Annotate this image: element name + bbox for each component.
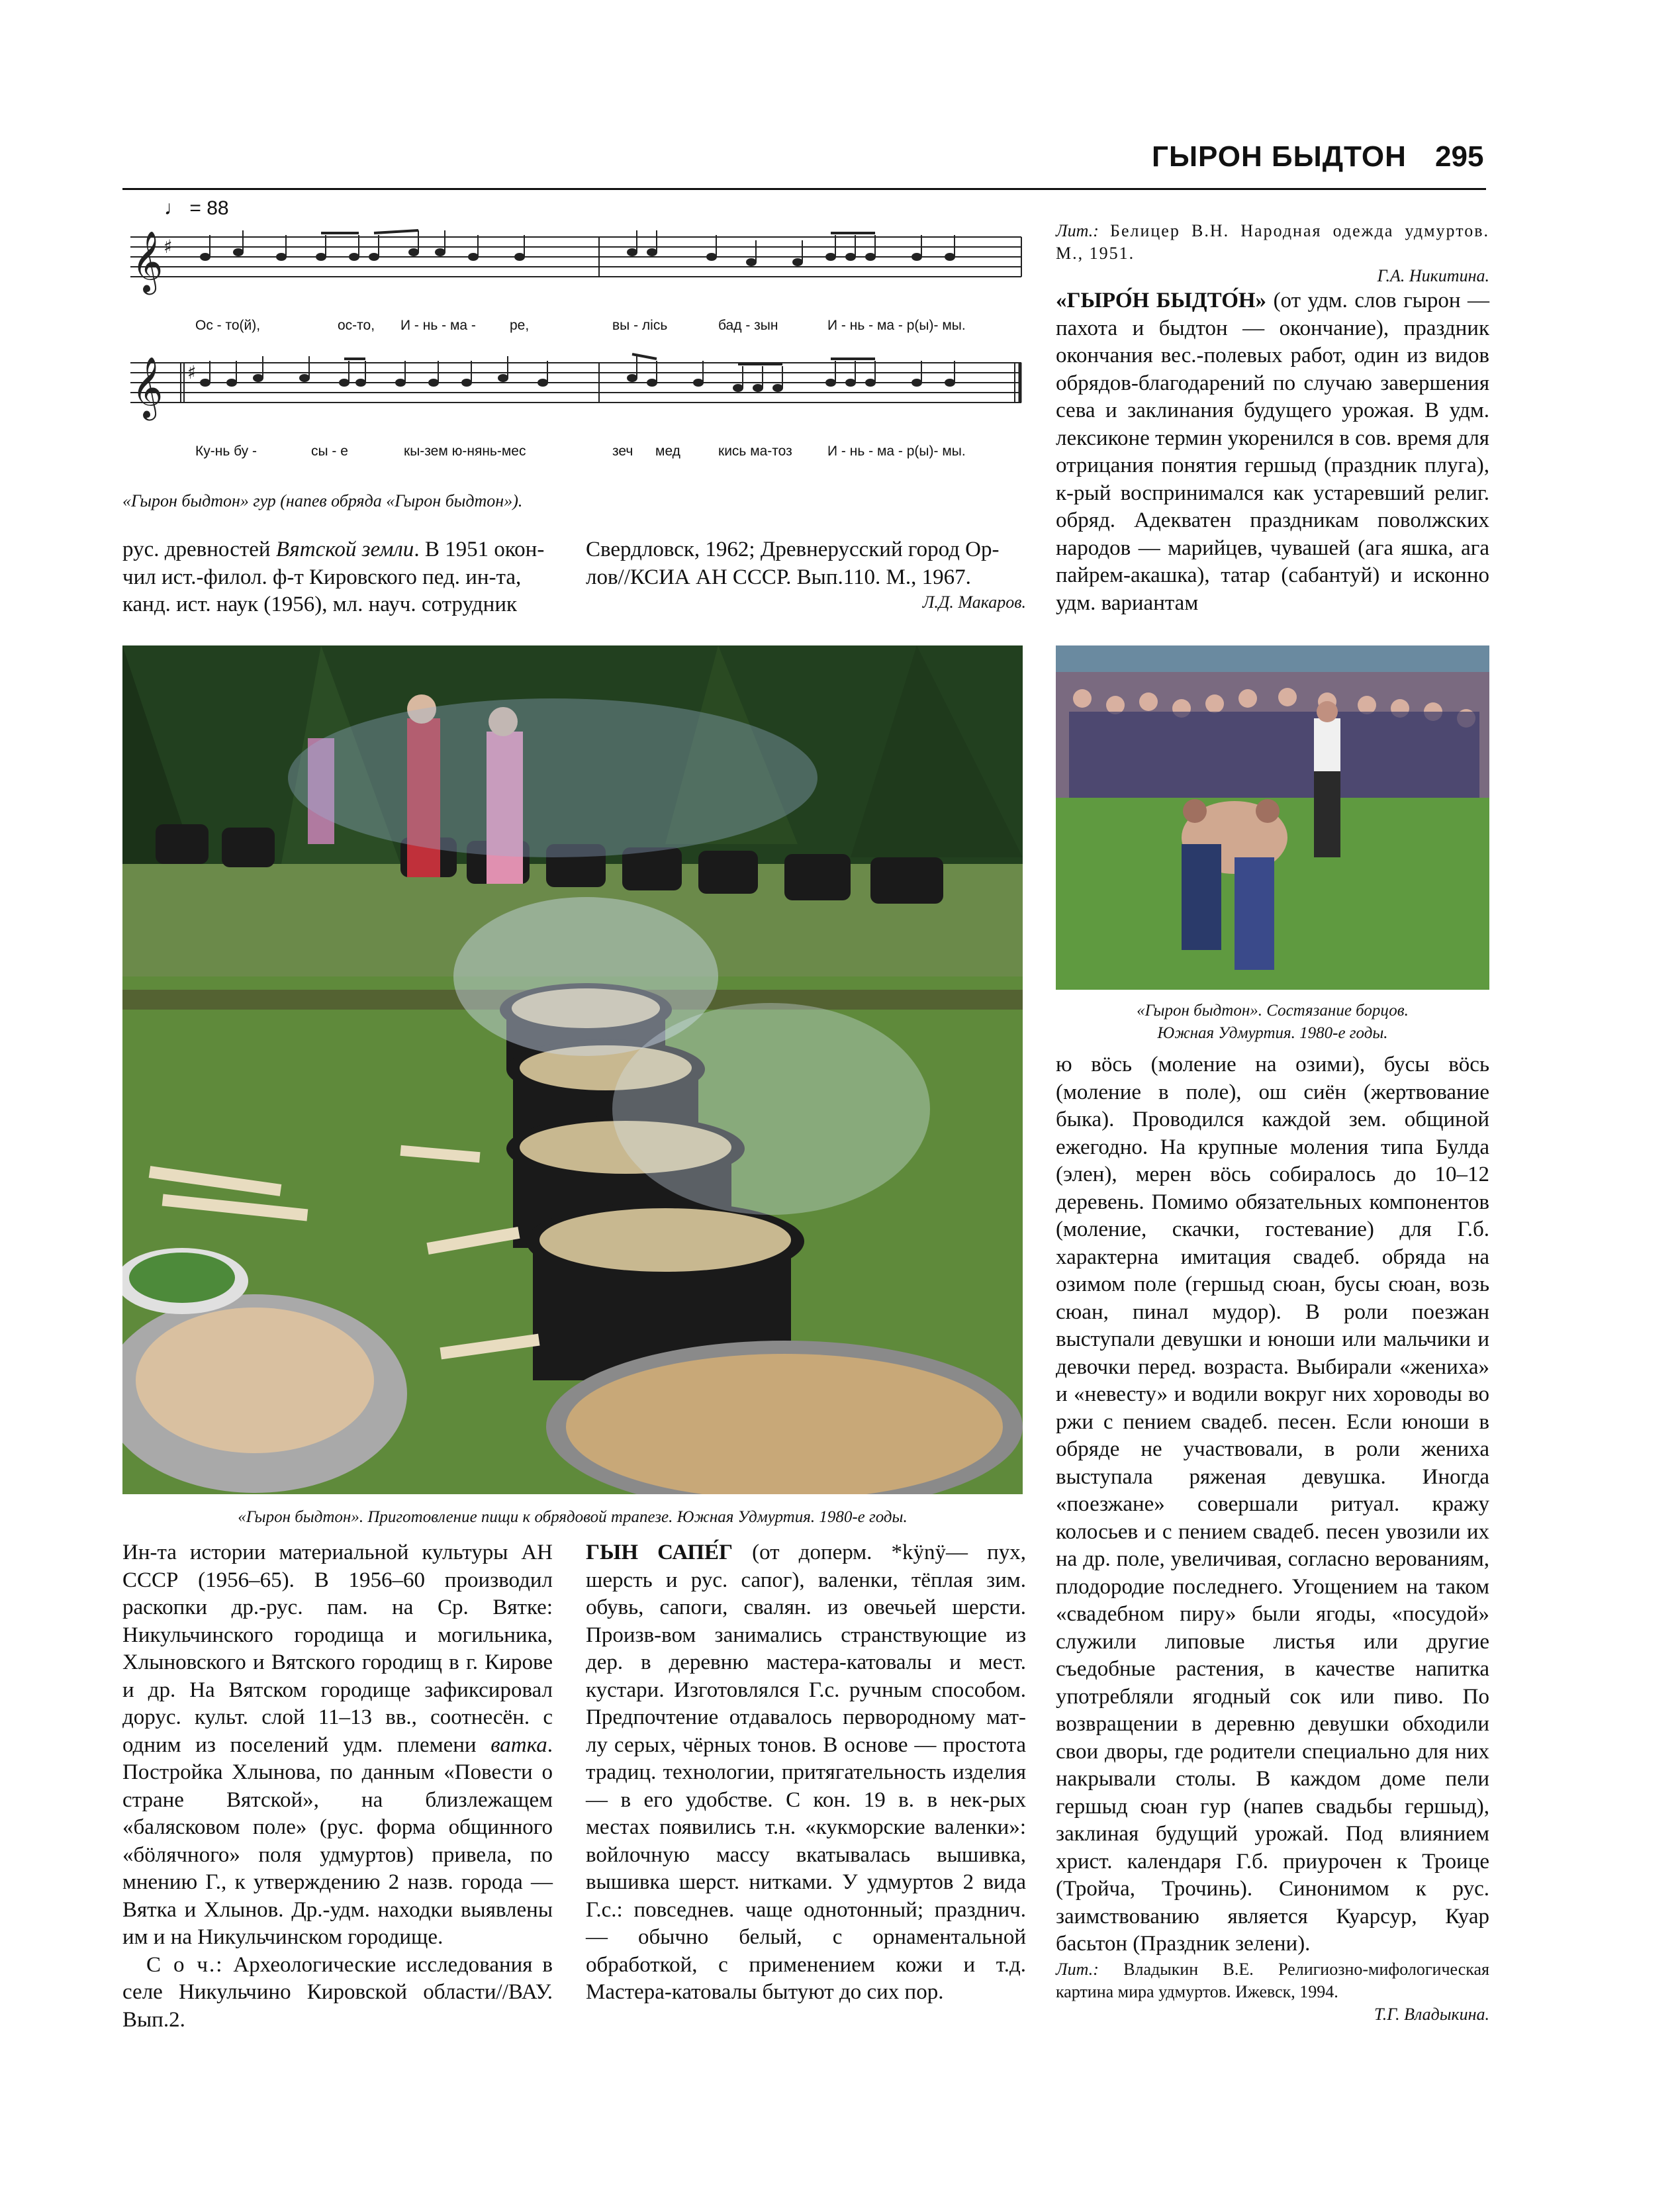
lyric-1-4: ре, xyxy=(510,318,530,333)
col2-top-l2: лов//КСИА АН СССР. Вып.110. М., 1967. xyxy=(586,565,971,589)
lyric-2-2: сы - е xyxy=(311,444,348,459)
music-score xyxy=(122,218,1029,470)
lit-author-1: Г.А. Никитина. xyxy=(1377,266,1489,285)
music-caption: «Гырон быдтон» гур (напев обряда «Гырон быдтон»). xyxy=(122,491,523,510)
lyric-2-1: Ку-нь бу - xyxy=(195,444,257,459)
header-rule xyxy=(122,188,1486,190)
col1-top-l1c: . В 1951 окон- xyxy=(414,538,545,561)
col1-top xyxy=(122,536,553,619)
svg-text:♯: ♯ xyxy=(187,361,197,383)
lit-text-1: Белицер В.Н. Народная одежда удмуртов. М., 1951. xyxy=(1056,221,1489,263)
col3-bottom-text: ю вӧсь (моление на озими), бусы вӧсь (моление в поле), ош сиён (жертвование быка). Проводился каждой зем. общиной ежегодно. На крупные моления типа Булда (элен), мерен вӧсь собиралось до 10–12 деревень. Помимо обязательных компонентов (моление, скачки, гостевание) для Г.б. характерна имитация свадеб. обряда на озимом поле (гершыд сюан, бусы сюан, возь сюан, пинал мудор). В роли поезжан выступали девушки и юноши или мальчики и девочки перед. возраста. Выбирали «жениха» и «невесту» и водили вокруг них хороводы во ржи с пением свадеб. песен. Если юноши в обряде не участвовали, в роли жениха выступала ряженая девушка. Иногда «поезжане» совершали ритуал. кражу колосьев и с пением свадеб. песен увозили их на др. поле, увеличивая, согласно верованиям, плодородие последнего. Угощением на таком «свадебном пиру» были ягоды, «посудой» служили липовые листья или другие съедобные растения, в качестве напитка употребляли ягодный сок или пиво. По возвращении в деревню девушки обходили свои дворы, где родители специально для них накрывали столы. В каждом доме пели гершыд сюан гур (напев свадьбы гершыд), заклиная будущий урожай. Под влиянием христ. календаря Г.б. приурочен к Троице (Тройча, Трочинь). Синонимом к рус. заимствованию является Куарсур, Куар басьтон (Праздник зелени). xyxy=(1056,1053,1489,1956)
entry-text-gyron: (от удм. слов гырон — пахота и быдтон — окончание), праздник окончания вес.-полевых работ, один из видов обрядов-благодарений по случаю завершения сева и заклинания будущего урожая. В удм. лексиконе термин укоренился в сов. время для отрицания понятия гершыд (праздник плуга), к-рый воспринимался как устаревший религ. обряд. Адекватен праздникам поволжских народов — марийцев, чувашей (ага яшка, ага пайрем-акашка), татар (сабантуй) и исконно удм. вариантам xyxy=(1056,289,1489,615)
photo-wrestlers-art xyxy=(1056,645,1489,990)
col1-top-l3: канд. ист. наук (1956), мл. науч. сотрудник xyxy=(122,593,518,616)
lyric-1-3: И - нь - ма - xyxy=(400,318,476,333)
col1-bottom-it: ватка xyxy=(490,1733,547,1757)
col1-top-l1b: Вятской земли xyxy=(275,538,414,561)
lyric-1-1: Ос - то(й), xyxy=(195,318,261,333)
photo-cooking xyxy=(122,645,1023,1494)
photo-cooking-caption: «Гырон быдтон». Приготовление пищи к обрядовой трапезе. Южная Удмуртия. 1980-е годы. xyxy=(238,1508,908,1526)
svg-text:♯: ♯ xyxy=(163,236,173,258)
col1-top-l1a: рус. древностей xyxy=(122,538,276,561)
lyric-2-5: мед xyxy=(655,444,680,459)
photo-wrestlers xyxy=(1056,645,1489,990)
col1-top-l2: чил ист.-филол. ф-т Кировского пед. ин-та, xyxy=(122,565,522,589)
lyric-1-7: И - нь - ма - р(ы)- мы. xyxy=(827,318,966,333)
running-head: ГЫРОН БЫДТОН xyxy=(1152,140,1407,173)
col3-bottom xyxy=(1056,1051,1489,2026)
lyric-1-6: бад - зын xyxy=(718,318,778,333)
col2-top xyxy=(586,536,1026,614)
col1-bottom xyxy=(122,1539,553,2034)
lit-label-2: Лит.: xyxy=(1056,1959,1099,1979)
tempo-marking: ♩ = 88 xyxy=(164,197,229,219)
lyric-2-3: кы-зем ю-нянь-мес xyxy=(404,444,526,459)
lyric-1-5: вы - лісь xyxy=(612,318,668,333)
photo-cooking-art xyxy=(122,645,1023,1494)
entry-head-gyron: «ГЫРО́Н БЫДТО́Н» xyxy=(1056,289,1267,312)
lyric-2-4: зеч xyxy=(612,444,633,459)
lit-label-1: Лит.: xyxy=(1056,221,1099,240)
photo-wrestlers-caption-l2: Южная Удмуртия. 1980-е годы. xyxy=(1157,1024,1388,1042)
lit-text-2: Владыкин В.Е. Религиозно-мифологическая картина мира удмуртов. Ижевск, 1994. xyxy=(1056,1959,1489,2001)
col2-bottom xyxy=(586,1539,1026,2007)
entry-head-gyn: ГЫН САПЕ́Г xyxy=(586,1541,733,1564)
photo-wrestlers-caption-l1: «Гырон быдтон». Состязание борцов. xyxy=(1137,1002,1409,1020)
col3-top xyxy=(1056,220,1489,617)
col2-top-l1: Свердловск, 1962; Древнерусский город Ор- xyxy=(586,538,1000,561)
col2-top-author: Л.Д. Макаров. xyxy=(922,593,1026,612)
col1-bottom-text1: Ин-та истории материальной культуры АН СССР (1956–65). В 1956–60 производил раскопки др.-рус. пам. на Ср. Вятке: Никульчинского городища и могильника, Хлыновского и Вятского городищ в г. Кирове и др. На Вятском городище зафиксировал дорус. культ. слой 11–13 вв., соотнесён. с одним из поселений удм. племени xyxy=(122,1541,553,1757)
soch-label: С о ч.: xyxy=(146,1952,224,1977)
svg-text:𝄞: 𝄞 xyxy=(132,356,163,418)
col1-bottom-text2: . Постройка Хлынова, по данным «Повести о стране Вятской», на близлежащем «балясковом поле» (рус. форма общинного «бӧлячного» поля удмуртов) привела, по мнению Г., к утверждению 2 назв. города — Вятка и Хлынов. Др.-удм. находки выявлены им и на Никульчинском городище. xyxy=(122,1733,553,1949)
lyric-2-7: И - нь - ма - р(ы)- мы. xyxy=(827,444,966,459)
lyric-1-2: ос-то, xyxy=(338,318,375,333)
soch-text: Археологические исследования в селе Никульчино Кировской области//ВАУ. Вып.2. xyxy=(122,1952,553,2032)
svg-text:𝄞: 𝄞 xyxy=(132,230,163,292)
lyric-2-6: кись ма-тоз xyxy=(718,444,792,459)
lit-author-2: Т.Г. Владыкина. xyxy=(1374,2004,1489,2024)
entry-text-gyn: (от доперм. *kӱnӱ— пух, шерсть и рус. сапог), валенки, тёплая зим. обувь, сапоги, свалян. из овечьей шерсти. Произв-вом занимались странствующие из дер. в деревню мастера-катовалы и мест. кустари. Изготовлялся Г.с. ручным способом. Предпочтение отдавалось первородному мат-лу серых, чёрных тонов. В основе — простота традиц. технологии, притягательность изделия — в его удобстве. С кон. 19 в. в нек-рых местах появились т.н. «кукморские валенки»: войлочную массу вкатывалась вышивка, вышивка шерст. нитками. У удмуртов 2 вида Г.с.: повседнев. чаще однотонный; празднич. — обычно белый, с орнаментальной обработкой, с применением кожи и т.д. Мастера-катовалы бытуют до сих пор. xyxy=(586,1541,1026,2004)
page-number: 295 xyxy=(1435,140,1484,173)
photo-wrestlers-caption xyxy=(1056,1000,1489,1045)
